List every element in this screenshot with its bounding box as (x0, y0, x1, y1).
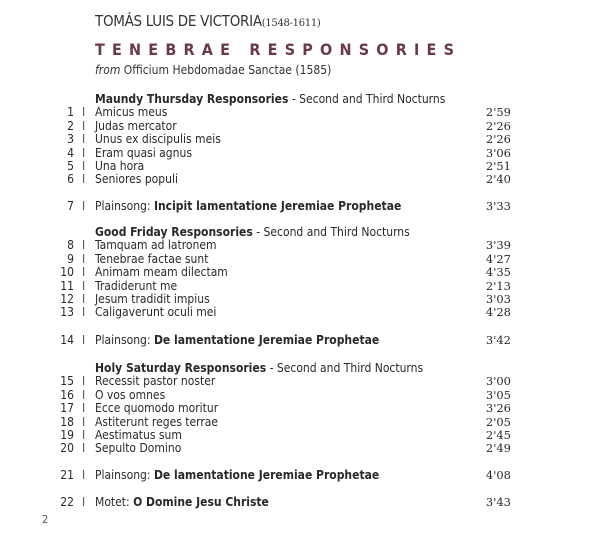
plainsong-block (0, 469, 600, 482)
track-title (95, 442, 181, 455)
track-title-text: Seniores populi (95, 172, 178, 187)
track-title-text: Recessit pastor noster (95, 374, 216, 389)
track-title (95, 160, 144, 173)
section-subtitle: - Second and Third Nocturns (266, 361, 424, 375)
track-row (0, 334, 600, 347)
section-title: Holy Saturday Responsories (95, 361, 267, 375)
track-title (95, 429, 182, 442)
track-duration: 3'03 (485, 291, 511, 306)
track-duration: 2'40 (485, 172, 511, 187)
track-number: 9 (67, 251, 74, 266)
track-duration: 2'45 (485, 427, 511, 442)
track-number: 20 (60, 441, 74, 456)
track-number: 13 (60, 305, 74, 320)
track-row (0, 429, 600, 442)
separator: I (82, 291, 86, 306)
track-duration: 4'28 (485, 305, 511, 320)
track-duration: 3'39 (485, 238, 511, 253)
track-title (95, 306, 216, 319)
track-number: 7 (67, 199, 74, 213)
track-row (0, 280, 600, 293)
separator: I (82, 118, 86, 133)
track-number: 16 (60, 387, 74, 402)
track-row (0, 239, 600, 252)
track-duration: 2'59 (485, 105, 511, 120)
track-number: 14 (60, 333, 74, 347)
track-row (0, 389, 600, 402)
separator: I (82, 427, 86, 442)
track-row (0, 173, 600, 186)
track-title-text: De lamentatione Jeremiae Prophetae (153, 333, 380, 347)
track-row (0, 306, 600, 319)
track-title (95, 334, 379, 347)
track-number: 22 (60, 495, 74, 509)
track-number: 8 (67, 238, 74, 253)
separator: I (82, 278, 86, 293)
composer-name (95, 12, 321, 30)
track-number: 4 (67, 145, 74, 160)
track-row (0, 496, 600, 509)
separator: I (82, 495, 86, 509)
track-duration: 2'05 (485, 414, 511, 429)
track-title-text: Tenebrae factae sunt (95, 251, 209, 266)
track-title-text: De lamentatione Jeremiae Prophetae (153, 468, 380, 482)
track-number: 18 (60, 414, 74, 429)
separator: I (82, 441, 86, 456)
section (0, 226, 600, 320)
track-title (95, 496, 269, 509)
track-title (95, 106, 167, 119)
section-subtitle: - Second and Third Nocturns (252, 225, 410, 239)
section-heading (0, 362, 600, 375)
separator: I (82, 145, 86, 160)
separator: I (82, 132, 86, 147)
track-duration: 3'26 (485, 401, 511, 416)
track-number: 17 (60, 401, 74, 416)
track-title (95, 402, 218, 415)
track-title-text: Unus ex discipulis meis (95, 132, 221, 147)
track-duration: 2'26 (485, 132, 511, 147)
track-title (95, 120, 177, 133)
track-row (0, 416, 600, 429)
track-number: 6 (67, 172, 74, 187)
separator: I (82, 401, 86, 416)
separator: I (82, 251, 86, 266)
track-row (0, 133, 600, 146)
track-number: 15 (60, 374, 74, 389)
track-title-text: Jesum tradidit impius (95, 291, 210, 306)
page-number: 2 (42, 513, 49, 526)
track-number: 5 (67, 158, 74, 173)
track-prefix: Plainsong: (95, 333, 154, 347)
track-row (0, 160, 600, 173)
track-duration: 3'42 (485, 333, 511, 347)
source: Officium Hebdomadae Sanctae (1585) (123, 63, 332, 77)
track-duration: 3'05 (485, 387, 511, 402)
section-heading (0, 93, 600, 106)
track-title-text: Ecce quomodo moritur (95, 401, 219, 416)
section-title: Good Friday Responsories (95, 225, 253, 239)
track-row (0, 442, 600, 455)
track-duration: 4'35 (485, 265, 511, 280)
track-title-text: O Domine Jesu Christe (133, 495, 269, 509)
track-row (0, 253, 600, 266)
plainsong-block (0, 200, 600, 213)
track-row (0, 293, 600, 306)
track-prefix: Plainsong: (95, 199, 154, 213)
track-row (0, 375, 600, 388)
track-title (95, 389, 165, 402)
separator: I (82, 238, 86, 253)
section-heading (0, 226, 600, 239)
track-title (95, 200, 401, 213)
separator: I (82, 105, 86, 120)
track-row (0, 469, 600, 482)
separator: I (82, 374, 86, 389)
track-row (0, 106, 600, 119)
separator: I (82, 172, 86, 187)
track-title (95, 375, 215, 388)
section (0, 362, 600, 456)
track-title-text: Tamquam ad latronem (95, 238, 217, 253)
track-duration: 2'51 (485, 158, 511, 173)
track-number: 19 (60, 427, 74, 442)
track-row (0, 200, 600, 213)
track-duration: 3'00 (485, 374, 511, 389)
track-title-text: Una hora (95, 158, 145, 173)
track-duration: 2'49 (485, 441, 511, 456)
separator: I (82, 305, 86, 320)
track-title-text: Aestimatus sum (95, 427, 182, 442)
track-prefix: Plainsong: (95, 468, 154, 482)
section-title: Maundy Thursday Responsories (95, 92, 289, 106)
track-title (95, 133, 221, 146)
track-title-text: Animam meam dilectam (95, 265, 228, 280)
section-subtitle: - Second and Third Nocturns (288, 92, 446, 106)
track-title (95, 239, 217, 252)
track-row (0, 266, 600, 279)
track-title (95, 253, 208, 266)
track-title-text: Tradiderunt me (95, 278, 178, 293)
track-duration: 2'26 (485, 118, 511, 133)
track-duration: 3'43 (485, 495, 511, 509)
track-title-text: Judas mercator (95, 118, 177, 133)
track-title-text: O vos omnes (95, 387, 166, 402)
separator: I (82, 199, 86, 213)
track-title-text: Astiterunt reges terrae (95, 414, 219, 429)
track-title (95, 173, 178, 186)
separator: I (82, 265, 86, 280)
track-row (0, 402, 600, 415)
track-row (0, 120, 600, 133)
track-title-text: Sepulto Domino (95, 441, 182, 456)
source-line (95, 63, 331, 77)
track-title-text: Eram quasi agnus (95, 145, 192, 160)
plainsong-block (0, 334, 600, 347)
track-title (95, 147, 192, 160)
track-number: 11 (60, 278, 74, 293)
track-number: 3 (67, 132, 74, 147)
track-number: 1 (67, 105, 74, 120)
motet-block (0, 496, 600, 509)
track-duration: 4'27 (485, 251, 511, 266)
source-prefix: from (95, 63, 121, 77)
track-title (95, 280, 177, 293)
track-title-text: Caligaverunt oculi mei (95, 305, 217, 320)
separator: I (82, 468, 86, 482)
track-title-text: Incipit lamentatione Jeremiae Prophetae (153, 199, 402, 213)
track-duration: 4'08 (485, 468, 511, 482)
section (0, 93, 600, 187)
track-row (0, 147, 600, 160)
separator: I (82, 414, 86, 429)
composer: TOMÁS LUIS DE VICTORIA (95, 12, 262, 30)
separator: I (82, 333, 86, 347)
track-duration: 3'06 (485, 145, 511, 160)
separator: I (82, 387, 86, 402)
track-number: 12 (60, 291, 74, 306)
composer-dates: (1548-1611) (261, 18, 321, 29)
track-prefix: Motet: (95, 495, 134, 509)
track-title (95, 266, 228, 279)
track-number: 2 (67, 118, 74, 133)
track-title (95, 293, 210, 306)
track-number: 10 (60, 265, 74, 280)
work-title: TENEBRAE RESPONSORIES (95, 40, 462, 59)
separator: I (82, 158, 86, 173)
track-number: 21 (60, 468, 74, 482)
track-title-text: Amicus meus (95, 105, 168, 120)
track-duration: 2'13 (485, 278, 511, 293)
track-title (95, 416, 218, 429)
track-duration: 3'33 (485, 199, 511, 213)
track-title (95, 469, 379, 482)
